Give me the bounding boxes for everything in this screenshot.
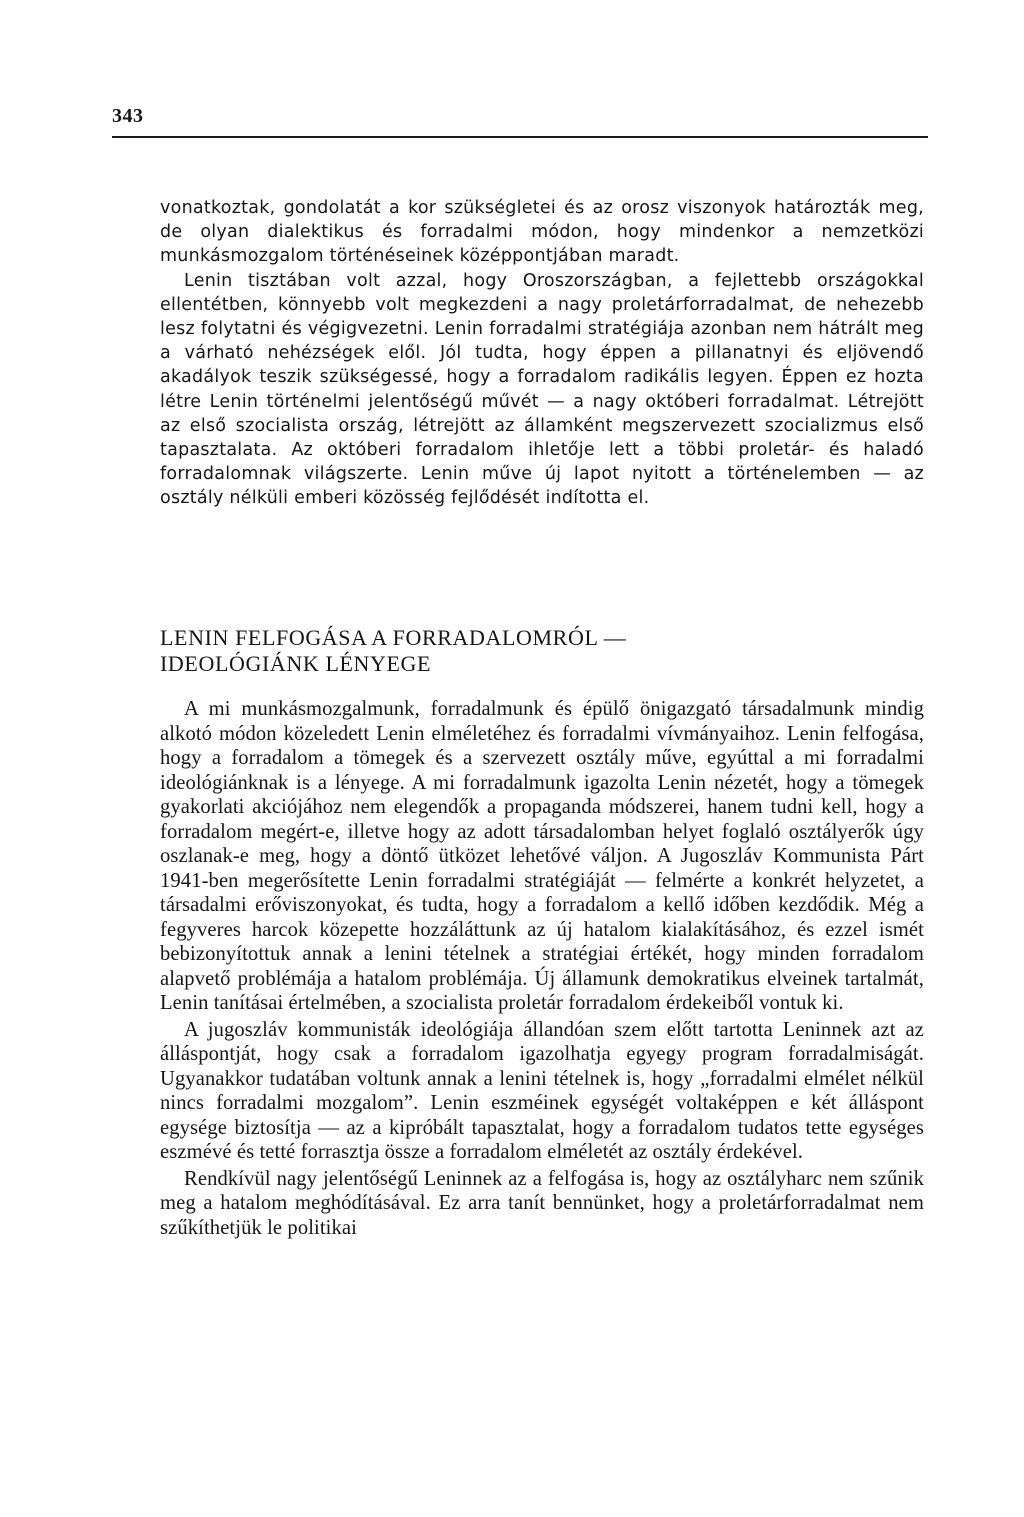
section-heading-line-1: LENIN FELFOGÁSA A FORRADALOMRÓL — (160, 625, 627, 650)
paragraph: Rendkívül nagy jelentőségű Leninnek az a felfogása is, hogy az osztályharc nem szűnik meg a hatalom meghódításával. Ez arra tanít bennünket, hogy a proletárforradalmat nem szűkíthetjük le politikai (160, 1167, 924, 1239)
section-text-block (160, 697, 924, 1240)
page-number: 343 (112, 105, 144, 127)
section-heading (160, 625, 780, 677)
header-rule (112, 136, 928, 138)
paragraph: A jugoszláv kommunisták ideológiája állandóan szem előtt tartotta Leninnek azt az álláspontját, hogy csak a forradalom igazolhatja egyegy program forradalmiságát. Ugyanakkor tudatában voltunk annak a lenini tételnek is, hogy „forradalmi elmélet nélkül nincs forradalmi mozgalom”. Lenin eszméinek egységét voltaképpen e két álláspont egysége biztosítja — az a kipróbált tapasztalat, hogy a forradalom tudatos tette egységes eszmévé és tetté forrasztja össze a forradalom elméletét az osztály érdekével. (160, 1018, 924, 1163)
section-heading-line-2: IDEOLÓGIÁNK LÉNYEGE (160, 651, 432, 676)
paragraph: Lenin tisztában volt azzal, hogy Oroszországban, a fejlettebb országokkal ellentétben, könnyebb volt megkezdeni a nagy proletárforradalmat, de nehezebb lesz folytatni és végigvezetni. Lenin forradalmi stratégiája azonban nem hátrált meg a várható nehézségek elől. Jól tudta, hogy éppen a pillanatnyi és eljövendő akadályok teszik szükségessé, hogy a forradalom radikális legyen. Éppen ez hozta létre Lenin történelmi jelentőségű művét — a nagy októberi forradalmat. Létrejött az első szocialista ország, létrejött az államként megszervezett szocializmus első tapasztalata. Az októberi forradalom ihletője lett a többi proletár- és haladó forradalomnak világszerte. Lenin műve új lapot nyitott a történelemben — az osztály nélküli emberi közösség fejlődését indította el. (160, 270, 924, 509)
opening-text-block (160, 196, 924, 511)
paragraph: A mi munkásmozgalmunk, forradalmunk és épülő önigazgató társadalmunk mindig alkotó módon közeledett Lenin elméletéhez és forradalmi vívmányaihoz. Lenin felfogása, hogy a forradalom a tömegek és a szervezett osztály műve, egyúttal a mi forradalmi ideológiánknak is a lényege. A mi forradalmunk igazolta Lenin nézetét, hogy a tömegek gyakorlati akciójához nem elegendők a propaganda módszerei, hanem tudni kell, hogy a forradalom megért-e, illetve hogy az adott társadalomban helyet foglaló osztályerők úgy oszlanak-e meg, hogy a döntő ütközet lehetővé váljon. A Jugoszláv Kommunista Párt 1941-ben megerősítette Lenin forradalmi stratégiáját — felmérte a konkrét helyzetet, a társadalmi erőviszonyokat, és tudta, hogy a forradalom a kellő időben kezdődik. Még a fegyveres harcok közepette hozzáláttunk az új hatalom kialakításához, és ezzel ismét bebizonyítottuk annak a lenini tételnek a stratégiai értékét, hogy minden forradalom alapvető problémája a hatalom problémája. Új államunk demokratikus elveinek tartalmát, Lenin tanításai értelmében, a szocialista proletár forradalom érdekeiből vontuk ki. (160, 698, 924, 1014)
paragraph: vonatkoztak, gondolatát a kor szükségletei és az orosz viszonyok határozták meg, de olyan dialektikus és forradalmi módon, hogy mindenkor a nemzetközi munkásmozgalom történéseinek középpontjában maradt. (160, 198, 924, 267)
